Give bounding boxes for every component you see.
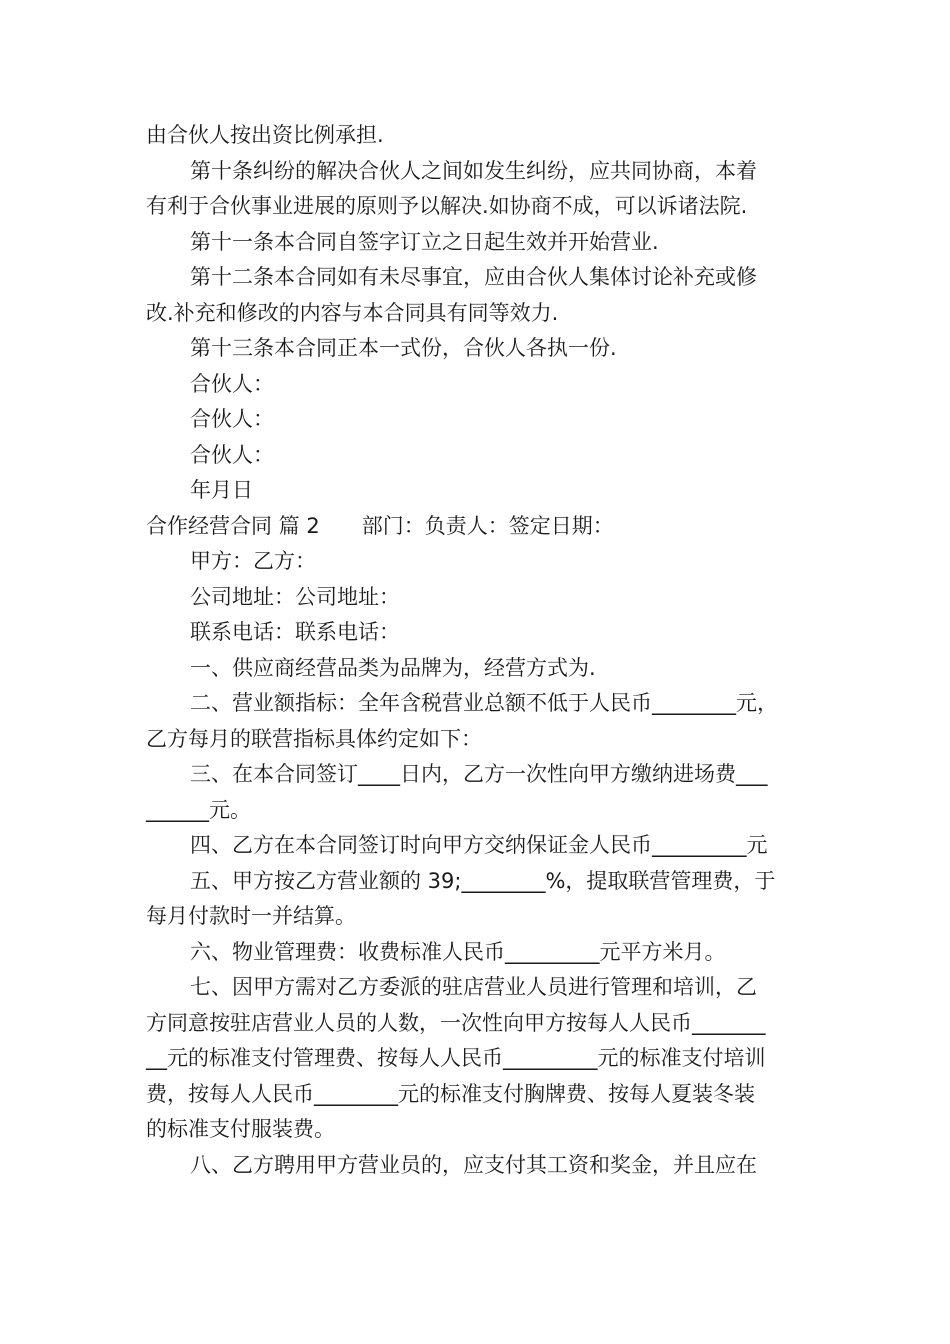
document-line-8: 合伙人： <box>190 371 274 396</box>
document-line-5: 第十二条本合同如有未尽事宜，应由合伙人集体讨论补充或修 <box>190 265 757 289</box>
document-line-3: 有利于合伙事业进展的原则予以解决.如协商不成，可以诉诸法院. <box>146 194 748 218</box>
document-line-21: 四、乙方在本合同签订时向甲方交纳保证金人民币_________元 <box>190 833 768 857</box>
document-line-24: 六、物业管理费：收费标准人民币_________元平方米月。 <box>190 939 726 964</box>
document-line-20: ______元。 <box>146 797 251 822</box>
document-line-14: 公司地址：公司地址： <box>190 584 400 609</box>
document-line-13: 甲方：乙方： <box>190 549 316 573</box>
document-line-16: 一、供应商经营品类为品牌为，经营方式为. <box>190 655 596 680</box>
document-line-2: 第十条纠纷的解决合伙人之间如发生纠纷，应共同协商，本着 <box>190 158 757 183</box>
document-line-18: 乙方每月的联营指标具体约定如下： <box>146 726 482 751</box>
document-line-10: 合伙人： <box>190 442 274 467</box>
document-line-1: 由合伙人按出资比例承担. <box>146 123 384 147</box>
document-line-17: 二、营业额指标：全年含税营业总额不低于人民币________元， <box>190 691 778 715</box>
document-line-28: 费，按每人人民币________元的标准支付胸牌费、按每人夏装冬装 <box>146 1081 755 1106</box>
document-line-26: 方同意按驻店营业人员的人数，一次性向甲方按每人人民币_______ <box>146 1010 766 1035</box>
document-line-4: 第十一条本合同自签字订立之日起生效并开始营业. <box>190 229 659 254</box>
document-line-23: 每月付款时一并结算。 <box>146 904 356 928</box>
document-line-11: 年月日 <box>190 478 253 502</box>
document-line-27: __元的标准支付管理费、按每人人民币_________元的标准支付培训 <box>146 1046 766 1070</box>
document-line-9: 合伙人： <box>190 407 274 431</box>
document-line-29: 的标准支付服装费。 <box>146 1117 335 1141</box>
document-line-22: 五、甲方按乙方营业额的 39;________%，提取联营管理费，于 <box>190 868 776 893</box>
document-line-12: 合作经营合同 篇 2 部门：负责人：签定日期： <box>146 513 614 538</box>
document-line-30: 八、乙方聘用甲方营业员的，应支付其工资和奖金，并且应在 <box>190 1152 757 1177</box>
document-body <box>146 118 808 1183</box>
document-line-19: 三、在本合同签订____日内，乙方一次性向甲方缴纳进场费___ <box>190 762 768 786</box>
document-line-25: 七、因甲方需对乙方委派的驻店营业人员进行管理和培训，乙 <box>190 975 757 999</box>
document-line-7: 第十三条本合同正本一式份，合伙人各执一份. <box>190 336 617 360</box>
document-line-15: 联系电话：联系电话： <box>190 620 400 644</box>
document-line-6: 改.补充和修改的内容与本合同具有同等效力. <box>146 300 559 325</box>
